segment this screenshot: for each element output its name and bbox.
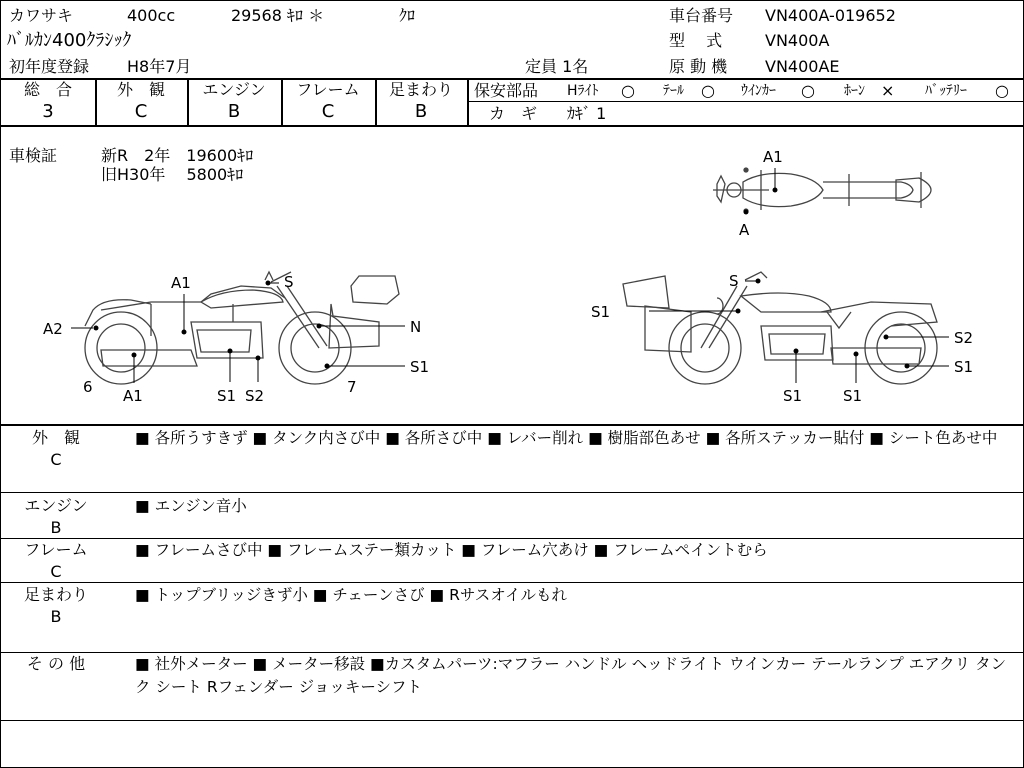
frame-number: VN400A-019652: [765, 6, 896, 25]
frame-number-label: 車台番号: [669, 6, 734, 25]
divider: [1, 424, 1023, 426]
section-suspension-text: ■ トップブリッジきず小 ■ チェーンさび ■ Rサスオイルもれ: [135, 586, 567, 604]
maker: カワサキ: [9, 6, 74, 25]
section-frame-text: ■ フレームさび中 ■ フレームステー類カット ■ フレーム穴あけ ■ フレームペイントむら: [135, 541, 768, 559]
section-exterior-title: [1, 427, 111, 471]
inspection-label: 車検証: [9, 146, 58, 165]
grade-value-exterior: C: [134, 101, 148, 122]
safety-winker-label: ｳｲﾝｶｰ: [741, 83, 776, 99]
section-suspension-title: [1, 584, 111, 628]
right-s2-label: S2: [954, 329, 974, 347]
section-other-text: ■ 社外メーター ■ メーター移設 ■カスタムパーツ:マフラー ハンドル ヘッドライト ウインカー テールランプ エアクリ タンク シート Rフェンダー ジョッキーシフト: [135, 655, 1007, 696]
section-engine-title: [1, 495, 111, 539]
engine-model-label: 原 動 機: [669, 57, 728, 76]
first-registration-label: 初年度登録: [9, 57, 90, 76]
model-type: VN400A: [765, 31, 830, 50]
section-grade: B: [50, 607, 62, 626]
right-s1-bottom2-label: S1: [843, 387, 863, 405]
engine-model: VN400AE: [765, 57, 840, 76]
left-s2-bottom-label: S2: [245, 387, 265, 405]
right-s1-right-label: S1: [954, 358, 974, 376]
capacity: 定員 1名: [525, 57, 589, 76]
section-title: 足まわり: [23, 585, 88, 604]
left-n-label: N: [410, 318, 422, 336]
section-engine-text: ■ エンジン音小: [135, 497, 247, 515]
safety-winker-mark: ○: [801, 81, 815, 100]
safety-horn-mark: ×: [881, 81, 895, 100]
section-frame-title: [1, 539, 111, 583]
safety-headlight-mark: ○: [621, 81, 635, 100]
safety-battery-mark: ○: [995, 81, 1009, 100]
section-title: エンジン: [24, 496, 88, 515]
displacement: 400cc: [127, 6, 176, 25]
safety-tail-mark: ○: [701, 81, 715, 100]
right-s-label: S: [729, 272, 739, 290]
divider: [1, 720, 1023, 721]
grade-label-overall: 総 合: [23, 80, 72, 99]
left-6-label: 6: [83, 378, 93, 396]
inspection-old: 旧H30年 5800ｷﾛ: [101, 165, 244, 184]
right-side-bike: [623, 272, 937, 384]
safety-headlight-label: Hﾗｲﾄ: [567, 83, 599, 99]
grade-value-overall: 3: [42, 101, 54, 122]
right-s1-left-label: S1: [591, 303, 611, 321]
grade-value-engine: B: [227, 101, 241, 122]
section-grade: C: [50, 562, 62, 581]
section-grade: B: [50, 518, 62, 537]
left-a1-bottom-label: A1: [123, 387, 143, 405]
key-value: ｶｷﾞ 1: [567, 104, 607, 123]
safety-tail-label: ﾃｰﾙ: [663, 83, 684, 99]
divider: [468, 101, 1023, 102]
grade-label-suspension: 足まわり: [388, 80, 453, 99]
key-label: カ ギ: [489, 104, 538, 123]
grade-label-exterior: 外 観: [116, 80, 165, 99]
section-grade: C: [50, 450, 62, 469]
right-s1-bottom1-label: S1: [783, 387, 803, 405]
grade-label-engine: エンジン: [202, 80, 266, 99]
inspection-new: 新R 2年 19600ｷﾛ: [101, 146, 254, 165]
left-s-label: S: [284, 273, 294, 291]
top-a-label: A: [739, 221, 750, 239]
section-other-title: [1, 653, 111, 675]
left-7-label: 7: [347, 378, 357, 396]
grade-value-frame: C: [321, 101, 335, 122]
divider: [1, 582, 1023, 583]
left-a1-top-label: A1: [171, 274, 191, 292]
safety-parts-title: 保安部品: [474, 81, 539, 100]
left-a2-label: A2: [43, 320, 63, 338]
safety-battery-label: ﾊﾞｯﾃﾘｰ: [925, 83, 967, 99]
model-type-label: 型 式: [669, 31, 723, 50]
grade-label-frame: フレーム: [296, 80, 360, 99]
section-exterior-text: ■ 各所うすきず ■ タンク内さび中 ■ 各所さび中 ■ レバー削れ ■ 樹脂部色あせ ■ 各所ステッカー貼付 ■ シート色あせ中: [135, 429, 998, 447]
left-s1-right-label: S1: [410, 358, 430, 376]
top-a1-label: A1: [763, 148, 783, 166]
model-name: ﾊﾞﾙｶﾝ400ｸﾗｼｯｸ: [7, 30, 132, 51]
section-title: フレーム: [24, 540, 88, 559]
divider: [1, 492, 1023, 493]
color: ｸﾛ: [399, 6, 416, 25]
grade-value-suspension: B: [414, 101, 428, 122]
divider: [467, 78, 469, 126]
first-registration-value: H8年7月: [127, 57, 192, 76]
mileage: 29568 ｷﾛ ＊: [231, 6, 325, 25]
section-title: 外 観: [31, 428, 80, 447]
left-side-bike: [85, 272, 399, 384]
safety-horn-label: ﾎｰﾝ: [844, 83, 865, 99]
section-title: そ の 他: [26, 654, 86, 673]
left-s1-bottom-label: S1: [217, 387, 237, 405]
top-view-bike: [713, 168, 931, 213]
condition-diagrams: [1, 126, 1023, 426]
